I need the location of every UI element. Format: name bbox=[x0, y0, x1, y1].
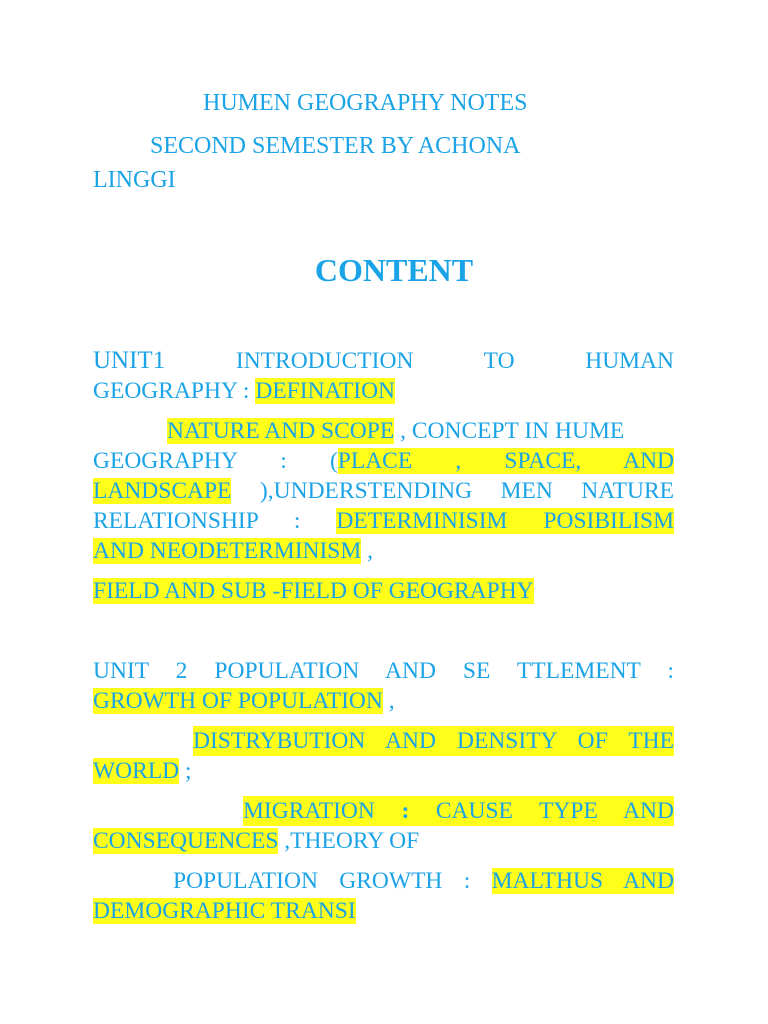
unit2-world-tail: ; bbox=[179, 758, 192, 784]
unit1-field: FIELD AND SUB -FIELD OF GEOGRAPHY bbox=[93, 578, 534, 604]
unit1-determinism: DETERMINISIM POSIBILISM bbox=[336, 508, 674, 534]
unit1-line-3 bbox=[93, 416, 674, 446]
title-line-1: HUMEN GEOGRAPHY NOTES bbox=[203, 90, 528, 116]
unit1-paren-open: ( bbox=[329, 448, 338, 474]
unit2-migration-a: MIGRATION bbox=[243, 798, 402, 824]
unit2-world: WORLD bbox=[93, 758, 180, 784]
unit1-word-human: HUMAN bbox=[585, 348, 674, 374]
unit1-relationship: RELATIONSHIP : bbox=[93, 508, 337, 534]
unit1-colon-2: : bbox=[280, 448, 287, 474]
unit1-label: UNIT1 bbox=[93, 347, 166, 374]
unit2-malthus: MALTHUS AND bbox=[491, 868, 674, 894]
content-heading: CONTENT bbox=[314, 252, 474, 288]
unit2-migration-colon: : bbox=[401, 798, 410, 824]
unit1-line-8 bbox=[93, 576, 674, 606]
unit1-word-to: TO bbox=[483, 348, 515, 374]
unit2-line-5 bbox=[243, 796, 674, 826]
unit2-heading-line: UNIT 2 POPULATION AND SE TTLEMENT : bbox=[93, 658, 674, 684]
unit1-concept: , CONCEPT IN HUME bbox=[394, 418, 625, 444]
unit1-word-introduction: INTRODUCTION bbox=[235, 348, 414, 374]
unit2-consequences: CONSEQUENCES bbox=[93, 828, 279, 854]
unit1-understanding: ),UNDERSTENDING MEN NATURE bbox=[231, 478, 674, 504]
unit2-population-growth: POPULATION GROWTH : bbox=[173, 868, 492, 894]
unit2-line-4 bbox=[93, 756, 674, 786]
unit2-pop-growth-wrap bbox=[173, 866, 674, 896]
unit2-line-2 bbox=[93, 686, 674, 716]
unit1-line-4 bbox=[93, 446, 674, 476]
unit1-nature-scope: NATURE AND SCOPE bbox=[167, 418, 395, 444]
unit1-comma: , bbox=[361, 538, 374, 564]
unit1-landscape: LANDSCAPE bbox=[93, 478, 232, 504]
title-line-2: SECOND SEMESTER BY ACHONA bbox=[150, 133, 521, 159]
unit2-line-3 bbox=[193, 726, 674, 756]
unit1-line-2 bbox=[93, 376, 674, 406]
unit1-heading-line bbox=[93, 346, 674, 376]
unit2-growth-tail: , bbox=[382, 688, 395, 714]
title-line-3: LINGGI bbox=[93, 167, 176, 193]
unit2-migration bbox=[243, 796, 674, 826]
unit2-line-7 bbox=[173, 866, 674, 896]
unit1-geography-2: GEOGRAPHY bbox=[93, 448, 238, 474]
unit1-defination: DEFINATION bbox=[255, 378, 396, 404]
unit1-place-space: PLACE , SPACE, AND bbox=[337, 448, 675, 474]
unit2-line-8 bbox=[93, 896, 674, 926]
unit2-migration-b: CAUSE TYPE AND bbox=[409, 798, 674, 824]
unit1-line-7 bbox=[93, 536, 674, 566]
unit2-distribution: DISTRYBUTION AND DENSITY OF THE bbox=[193, 728, 674, 754]
unit1-line-5 bbox=[93, 476, 674, 506]
unit2-growth: GROWTH OF POPULATION bbox=[93, 688, 383, 714]
unit2-theory-of: ,THEORY OF bbox=[278, 828, 420, 854]
unit2-demographic: DEMOGRAPHIC TRANSI bbox=[93, 898, 356, 924]
unit1-geography: GEOGRAPHY : bbox=[93, 378, 256, 404]
unit1-neodeterminism: AND NEODETERMINISM bbox=[93, 538, 362, 564]
unit2-line-6 bbox=[93, 826, 674, 856]
unit1-line-6 bbox=[93, 506, 674, 536]
